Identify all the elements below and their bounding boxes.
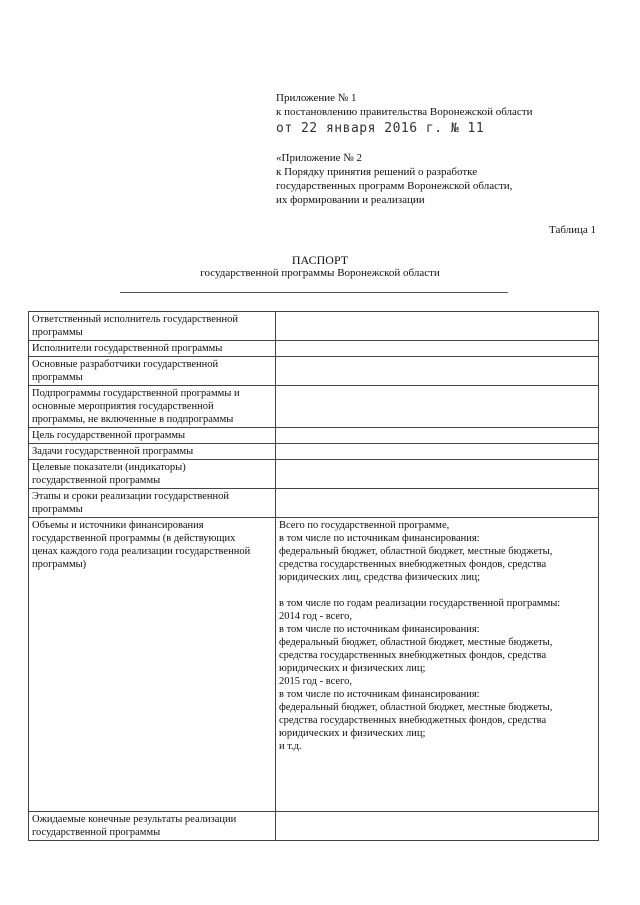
row-value-line bbox=[279, 584, 595, 597]
table-row bbox=[29, 341, 599, 357]
row-label-cell bbox=[29, 357, 276, 386]
row-value-line: в том числе по годам реализации государственной программы: bbox=[279, 598, 561, 609]
row-label-cell bbox=[29, 460, 276, 489]
decree-reference: к постановлению правительства Воронежской области bbox=[276, 106, 533, 118]
row-value-line: в том числе по источникам финансирования: bbox=[279, 689, 480, 700]
row-value-line: юридических лиц, средства физических лиц; bbox=[279, 572, 481, 583]
row-label-cell bbox=[29, 312, 276, 341]
table-row bbox=[29, 444, 599, 460]
row-value-line: юридических и физических лиц; bbox=[279, 663, 426, 674]
row-label-line: программы bbox=[32, 372, 83, 383]
row-label-line: Ожидаемые конечные результаты реализации bbox=[32, 814, 237, 825]
date-number-stamp: от 22 января 2016 г. № 11 bbox=[276, 121, 485, 136]
row-value-line: средства государственных внебюджетных фондов, средства bbox=[279, 715, 547, 726]
row-value-cell bbox=[276, 386, 599, 428]
row-label-line: программы bbox=[32, 504, 83, 515]
row-value-line: в том числе по источникам финансирования: bbox=[279, 533, 480, 544]
appendix-label: Приложение № 1 bbox=[276, 92, 357, 104]
row-value-line: в том числе по источникам финансирования: bbox=[279, 624, 480, 635]
row-label-cell bbox=[29, 428, 276, 444]
row-label-line: государственной программы bbox=[32, 827, 161, 838]
row-label-cell bbox=[29, 489, 276, 518]
row-value-line: средства государственных внебюджетных фондов, средства bbox=[279, 559, 547, 570]
row-value-cell bbox=[276, 518, 599, 812]
table-row bbox=[29, 812, 599, 841]
row-label-line: Исполнители государственной программы bbox=[32, 343, 223, 354]
row-label-cell bbox=[29, 386, 276, 428]
table-label: Таблица 1 bbox=[549, 224, 597, 236]
row-label-line: Целевые показатели (индикаторы) bbox=[32, 462, 186, 473]
row-label-cell bbox=[29, 518, 276, 812]
row-label-line: Ответственный исполнитель государственной bbox=[32, 314, 239, 325]
passport-table bbox=[28, 311, 599, 841]
table-row bbox=[29, 489, 599, 518]
row-value-line: 2014 год - всего, bbox=[279, 611, 352, 622]
row-label-line: ценах каждого года реализации государственной bbox=[32, 546, 251, 557]
row-value-line: средства государственных внебюджетных фондов, средства bbox=[279, 650, 547, 661]
table-row bbox=[29, 518, 599, 812]
row-value-line: федеральный бюджет, областной бюджет, местные бюджеты, bbox=[279, 637, 553, 648]
row-label-cell bbox=[29, 444, 276, 460]
procedure-line: государственных программ Воронежской области, bbox=[276, 180, 513, 192]
row-label-line: Этапы и сроки реализации государственной bbox=[32, 491, 229, 502]
row-value-line: и т.д. bbox=[279, 741, 302, 752]
row-value-cell bbox=[276, 812, 599, 841]
page-subtitle: государственной программы Воронежской области bbox=[200, 267, 440, 279]
row-label-line: программы bbox=[32, 327, 83, 338]
row-value-cell bbox=[276, 428, 599, 444]
row-value-line: 2015 год - всего, bbox=[279, 676, 352, 687]
row-value-cell bbox=[276, 444, 599, 460]
row-label-line: Основные разработчики государственной bbox=[32, 359, 219, 370]
procedure-line: их формировании и реализации bbox=[276, 194, 425, 206]
row-value-line: юридических и физических лиц; bbox=[279, 728, 426, 739]
row-value-line: Всего по государственной программе, bbox=[279, 520, 450, 531]
quote-appendix-label: «Приложение № 2 bbox=[276, 152, 363, 164]
table-row bbox=[29, 357, 599, 386]
row-label-line: государственной программы (в действующих bbox=[32, 533, 236, 544]
page-title: ПАСПОРТ bbox=[291, 253, 349, 267]
table-row bbox=[29, 428, 599, 444]
row-label-line: Объемы и источники финансирования bbox=[32, 520, 204, 531]
row-value-cell bbox=[276, 341, 599, 357]
row-label-line: государственной программы bbox=[32, 475, 161, 486]
row-label-line: основные мероприятия государственной bbox=[32, 401, 214, 412]
table-row bbox=[29, 386, 599, 428]
row-value-line: федеральный бюджет, областной бюджет, местные бюджеты, bbox=[279, 702, 553, 713]
row-label-line: Подпрограммы государственной программы и bbox=[32, 388, 240, 399]
row-label-line: программы) bbox=[32, 559, 87, 570]
row-label-line: Задачи государственной программы bbox=[32, 446, 194, 457]
procedure-line: к Порядку принятия решений о разработке bbox=[276, 166, 478, 178]
row-value-cell bbox=[276, 357, 599, 386]
table-row bbox=[29, 460, 599, 489]
row-value-cell bbox=[276, 489, 599, 518]
row-value-cell bbox=[276, 460, 599, 489]
table-row bbox=[29, 312, 599, 341]
row-label-cell bbox=[29, 341, 276, 357]
row-label-cell bbox=[29, 812, 276, 841]
row-value-line: федеральный бюджет, областной бюджет, местные бюджеты, bbox=[279, 546, 553, 557]
row-label-line: Цель государственной программы bbox=[32, 430, 186, 441]
row-label-line: программы, не включенные в подпрограммы bbox=[32, 414, 234, 425]
title-underline bbox=[120, 292, 508, 293]
row-value-cell bbox=[276, 312, 599, 341]
